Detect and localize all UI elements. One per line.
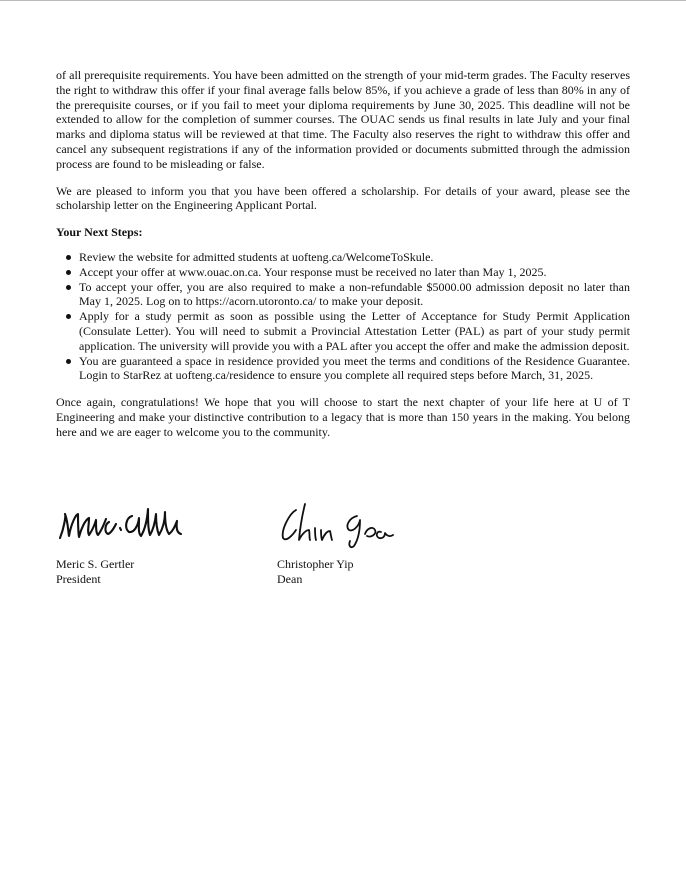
dean-name: Christopher Yip bbox=[277, 557, 354, 571]
signature-section bbox=[56, 500, 630, 600]
dean-signature bbox=[277, 500, 407, 552]
signatory-dean bbox=[277, 500, 477, 587]
president-title: President bbox=[56, 572, 101, 586]
president-name: Meric S. Gertler bbox=[56, 557, 135, 571]
dean-title: Dean bbox=[277, 572, 303, 586]
president-signature bbox=[56, 500, 186, 552]
next-step-item: You are guaranteed a space in residence provided you meet the terms and conditions of the Residence Guarantee. Login to StarRez at uofteng.ca/residence to ensure you complete all required steps before March, 31, 2025. bbox=[79, 353, 630, 383]
next-step-item: Accept your offer at www.ouac.on.ca. Your response must be received no later than May 1, 2025. bbox=[79, 265, 630, 280]
next-step-item: Apply for a study permit as soon as possible using the Letter of Acceptance for Study Permit Application (Consulate Letter). You will need to submit a Provincial Attestation Letter (PAL) as part of your study permit application. The university will provide you with a PAL after you accept the offer and make the admission deposit. bbox=[79, 309, 630, 353]
next-steps-heading: Your Next Steps: bbox=[56, 225, 143, 240]
next-steps-list bbox=[56, 250, 630, 383]
signatory-president bbox=[56, 500, 256, 587]
admission-conditions-paragraph: of all prerequisite requirements. You have been admitted on the strength of your mid-term grades. The Faculty reserves the right to withdraw this offer if your final average falls below 85%, if you achieve a grade of less than 80% in any of the prerequisite courses, or if you fail to meet your diploma requirements by June 30, 2025. This deadline will not be extended to allow for the completion of summer courses. The OUAC sends us final results in late July and your final marks and diploma status will be reviewed at that time. The Faculty also reserves the right to withdraw this offer and cancel any subsequent registrations if any of the information provided or documents submitted through the admission process are found to be misleading or false. bbox=[56, 68, 630, 171]
scholarship-paragraph: We are pleased to inform you that you have been offered a scholarship. For details of your award, please see the scholarship letter on the Engineering Applicant Portal. bbox=[56, 183, 630, 213]
page-top-border bbox=[0, 0, 686, 1]
next-step-item: Review the website for admitted students at uofteng.ca/WelcomeToSkule. bbox=[79, 250, 630, 265]
next-step-item: To accept your offer, you are also required to make a non-refundable $5000.00 admission deposit no later than May 1, 2025. Log on to https://acorn.utoronto.ca/ to make your deposit. bbox=[79, 279, 630, 309]
letter-body bbox=[56, 68, 630, 452]
closing-paragraph: Once again, congratulations! We hope that you will choose to start the next chapter of your life here at U of T Engineering and make your distinctive contribution to a legacy that is more than 150 years in the making. You belong here and we are eager to welcome you to the community. bbox=[56, 395, 630, 439]
